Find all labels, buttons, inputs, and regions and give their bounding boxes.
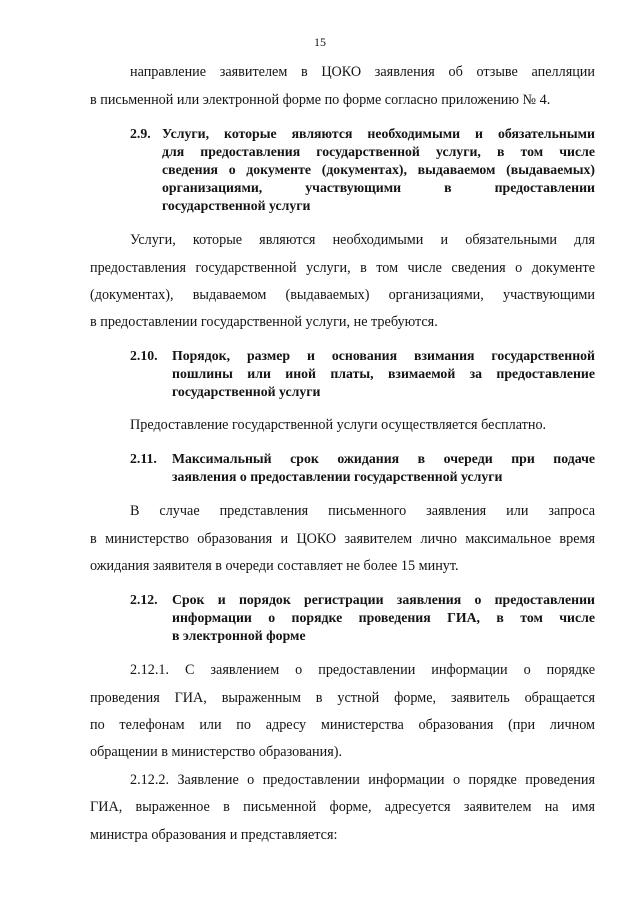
paragraph-line: в министерство образования и ЦОКО заявителем лично максимальное время bbox=[90, 531, 595, 547]
paragraph-line: в предоставлении государственной услуги, не требуются. bbox=[90, 314, 438, 330]
section-heading-2-10: Порядок, размер и основания взимания государственной bbox=[172, 348, 595, 363]
paragraph-line: в письменной или электронной форме по форме согласно приложению № 4. bbox=[90, 92, 551, 108]
section-heading-2-12: Срок и порядок регистрации заявления о предоставлении bbox=[172, 592, 595, 607]
paragraph-line: проведения ГИА, выраженным в устной форме, заявитель обращается bbox=[90, 690, 595, 706]
section-heading-2-12: информации о порядке проведения ГИА, в том числе bbox=[172, 610, 595, 625]
paragraph-line: 2.12.1. С заявлением о предоставлении информации о порядке bbox=[130, 662, 595, 678]
section-heading-2-12: в электронной форме bbox=[172, 628, 306, 643]
section-number-2-11: 2.11. bbox=[130, 451, 157, 466]
section-number-2-9: 2.9. bbox=[130, 126, 151, 141]
paragraph-line: ожидания заявителя в очереди составляет не более 15 минут. bbox=[90, 558, 459, 574]
paragraph-line: (документах), выдаваемом (выдаваемых) организациями, участвующими bbox=[90, 287, 595, 303]
paragraph-line: обращении в министерство образования). bbox=[90, 744, 342, 760]
paragraph-line: направление заявителем в ЦОКО заявления об отзыве апелляции bbox=[130, 64, 595, 80]
paragraph-line: Услуги, которые являются необходимыми и обязательными для bbox=[130, 232, 595, 248]
section-heading-2-11: Максимальный срок ожидания в очереди при подаче bbox=[172, 451, 595, 466]
paragraph-line: 2.12.2. Заявление о предоставлении информации о порядке проведения bbox=[130, 772, 595, 788]
paragraph-line: предоставления государственной услуги, в том числе сведения о документе bbox=[90, 260, 595, 276]
section-heading-2-10: пошлины или иной платы, взимаемой за предоставление bbox=[172, 366, 595, 381]
section-heading-2-9: для предоставления государственной услуги, в том числе bbox=[162, 144, 595, 159]
paragraph-line: В случае представления письменного заявления или запроса bbox=[130, 503, 595, 519]
section-heading-2-9: организациями, участвующими в предоставлении bbox=[162, 180, 595, 195]
section-heading-2-9: сведения о документе (документах), выдаваемом (выдаваемых) bbox=[162, 162, 595, 177]
paragraph-line: по телефонам или по адресу министерства образования (при личном bbox=[90, 717, 595, 733]
section-number-2-10: 2.10. bbox=[130, 348, 158, 363]
section-heading-2-10: государственной услуги bbox=[172, 384, 321, 399]
paragraph-line: министра образования и представляется: bbox=[90, 827, 338, 843]
section-heading-2-11: заявления о предоставлении государственной услуги bbox=[172, 469, 503, 484]
paragraph-line: ГИА, выраженное в письменной форме, адресуется заявителем на имя bbox=[90, 799, 595, 815]
paragraph-line: Предоставление государственной услуги осуществляется бесплатно. bbox=[130, 417, 547, 433]
section-heading-2-9: государственной услуги bbox=[162, 198, 311, 213]
section-heading-2-9: Услуги, которые являются необходимыми и обязательными bbox=[162, 126, 595, 141]
page-number: 15 bbox=[314, 35, 326, 49]
section-number-2-12: 2.12. bbox=[130, 592, 158, 607]
